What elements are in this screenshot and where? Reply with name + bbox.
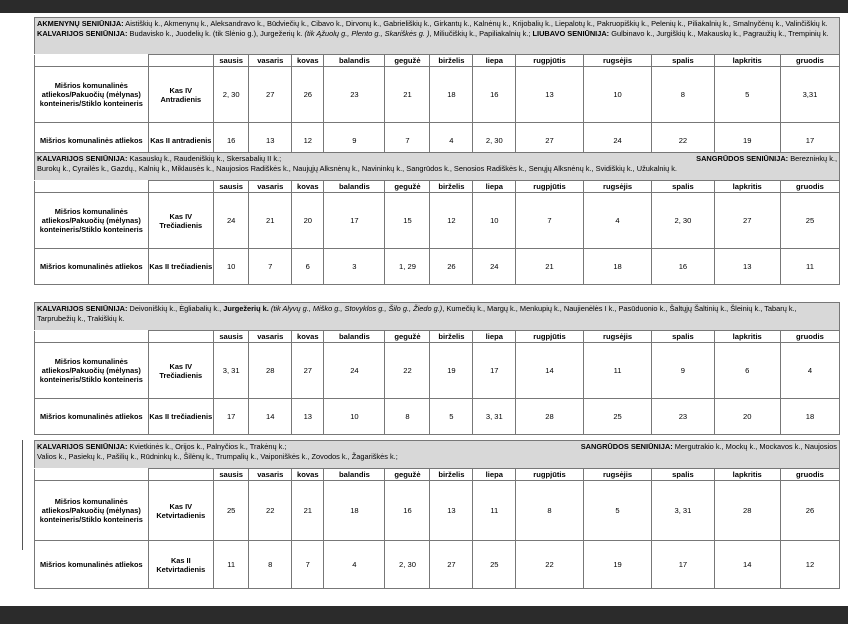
month-header-row	[35, 331, 840, 343]
collection-date: 24	[213, 193, 248, 249]
collection-frequency: Kas II Ketvirtadienis	[148, 541, 213, 589]
waste-type: Mišrios komunalinės atliekos	[35, 541, 149, 589]
collection-date: 17	[652, 541, 714, 589]
margin-line	[22, 440, 23, 550]
collection-date: 28	[249, 343, 292, 399]
collection-date: 3,31	[780, 67, 839, 123]
collection-date: 18	[583, 249, 652, 285]
collection-date: 11	[473, 481, 516, 541]
month-header: vasaris	[249, 469, 292, 481]
collection-date: 10	[324, 399, 385, 435]
collection-date: 16	[652, 249, 714, 285]
village-list: Deivoniškių k., Ėgliabalių k.,	[127, 304, 224, 313]
collection-date: 20	[714, 399, 780, 435]
region-name: KALVARIJOS SENIŪNIJA:	[37, 442, 128, 451]
month-header: gegužė	[385, 181, 430, 193]
month-header-row	[35, 469, 840, 481]
table-row	[35, 481, 840, 541]
collection-date: 8	[249, 541, 292, 589]
table-row	[35, 193, 840, 249]
empty-header-cell	[35, 55, 149, 67]
empty-header-cell	[35, 469, 149, 481]
block-header	[34, 440, 840, 468]
month-header: birželis	[430, 181, 473, 193]
collection-date: 8	[385, 399, 430, 435]
month-header: gegužė	[385, 331, 430, 343]
collection-date: 14	[714, 541, 780, 589]
month-header: rugpjūtis	[516, 331, 584, 343]
collection-date: 25	[473, 541, 516, 589]
schedule-table	[34, 468, 840, 589]
month-header: balandis	[324, 331, 385, 343]
waste-type: Mišrios komunalinės atliekos	[35, 123, 149, 159]
collection-date: 21	[385, 67, 430, 123]
collection-date: 13	[249, 123, 292, 159]
collection-date: 3, 31	[473, 399, 516, 435]
collection-date: 19	[430, 343, 473, 399]
schedule-block	[34, 302, 840, 435]
region-name: SANGRŪDOS SENIŪNIJA:	[580, 442, 673, 451]
block-header	[34, 152, 840, 180]
collection-date: 23	[324, 67, 385, 123]
collection-date: 2, 30	[213, 67, 248, 123]
collection-date: 27	[516, 123, 584, 159]
schedule-table	[34, 180, 840, 285]
collection-date: 26	[780, 481, 839, 541]
collection-date: 2, 30	[473, 123, 516, 159]
collection-date: 14	[249, 399, 292, 435]
month-header: birželis	[430, 55, 473, 67]
block-header	[34, 17, 840, 54]
month-header: gruodis	[780, 55, 839, 67]
collection-date: 13	[292, 399, 324, 435]
collection-date: 18	[324, 481, 385, 541]
waste-type: Mišrios komunalinės atliekos/Pakuočių (mėlynas) konteineris/Stiklo konteineris	[35, 67, 149, 123]
waste-type: Mišrios komunalinės atliekos/Pakuočių (mėlynas) konteineris/Stiklo konteineris	[35, 343, 149, 399]
month-header: spalis	[652, 469, 714, 481]
month-header: gegužė	[385, 469, 430, 481]
collection-date: 25	[583, 399, 652, 435]
table-row	[35, 343, 840, 399]
month-header-row	[35, 181, 840, 193]
table-row	[35, 249, 840, 285]
collection-date: 28	[714, 481, 780, 541]
collection-date: 4	[324, 541, 385, 589]
region-name: KALVARIJOS SENIŪNIJA:	[37, 154, 128, 163]
header-line-2: Burokų k., Cyrailės k., Gazdų., Kalnių k., Miklausės k., Naujosios Radiškės k., Naujųjų Alksnėnų k., Navininkų k., Sangrūdos k., Senosios Radiškės k., Senųjų Alksnėnų k., Svidiškių k., Užukalnių k.	[37, 164, 677, 173]
collection-date: 2, 30	[385, 541, 430, 589]
collection-date: 7	[516, 193, 584, 249]
village-list: Kasauskų k., Raudeniškių k., Skersabalių II k.;	[127, 154, 282, 163]
month-header: gruodis	[780, 469, 839, 481]
collection-frequency: Kas IV Trečiadienis	[148, 193, 213, 249]
collection-date: 9	[324, 123, 385, 159]
month-header: liepa	[473, 331, 516, 343]
collection-date: 3, 31	[213, 343, 248, 399]
collection-date: 10	[213, 249, 248, 285]
collection-date: 11	[213, 541, 248, 589]
collection-date: 19	[583, 541, 652, 589]
waste-type: Mišrios komunalinės atliekos/Pakuočių (mėlynas) konteineris/Stiklo konteineris	[35, 193, 149, 249]
schedule-block	[34, 152, 840, 285]
collection-date: 10	[473, 193, 516, 249]
empty-header-cell	[35, 181, 149, 193]
collection-date: 17	[213, 399, 248, 435]
month-header: rugsėjis	[583, 469, 652, 481]
collection-frequency: Kas II trečiadienis	[148, 249, 213, 285]
month-header: rugsėjis	[583, 181, 652, 193]
collection-date: 5	[430, 399, 473, 435]
village-list: Bereznінkų k.,	[788, 154, 837, 163]
region-name: LIUBAVO SENIŪNIJA:	[532, 29, 610, 38]
header-right	[581, 442, 837, 452]
empty-header-cell	[35, 331, 149, 343]
village-list: (tik Ąžuolų g., Plento g., Skariškės g. )	[304, 29, 430, 38]
region-name: KALVARIJOS SENIŪNIJA:	[37, 304, 128, 313]
month-header: birželis	[430, 331, 473, 343]
collection-date: 4	[780, 343, 839, 399]
village-list: Mergutrakio k., Mockų k., Mockavos k., Naujosios	[672, 442, 837, 451]
collection-date: 21	[516, 249, 584, 285]
collection-date: 13	[516, 67, 584, 123]
table-row	[35, 67, 840, 123]
month-header: lapkritis	[714, 469, 780, 481]
bottom-bar	[0, 606, 848, 624]
header-line-2: Valios k., Pasiekų k., Pašilių k., Rūdninkų k., Šilėnų k., Trumpalių k., Vaiponiškės k., Zovodos k., Žagariškės k.;	[37, 452, 398, 461]
collection-date: 13	[714, 249, 780, 285]
region-name: Jurgežerių k.	[223, 304, 269, 313]
empty-header-cell	[148, 331, 213, 343]
month-header: balandis	[324, 181, 385, 193]
collection-date: 5	[714, 67, 780, 123]
month-header: balandis	[324, 55, 385, 67]
schedule-table	[34, 54, 840, 159]
collection-date: 25	[780, 193, 839, 249]
collection-frequency: Kas IV Trečiadienis	[148, 343, 213, 399]
collection-date: 19	[714, 123, 780, 159]
collection-date: 3	[324, 249, 385, 285]
waste-type: Mišrios komunalinės atliekos/Pakuočių (mėlynas) konteineris/Stiklo konteineris	[35, 481, 149, 541]
month-header: lapkritis	[714, 331, 780, 343]
collection-date: 12	[292, 123, 324, 159]
collection-date: 27	[714, 193, 780, 249]
village-list: Gulbinavo k., Jurgiškių k., Makauskų k., Pagraužių k., Trempinių k.	[609, 29, 829, 38]
empty-header-cell	[148, 469, 213, 481]
header-left	[37, 442, 286, 452]
region-name: KALVARIJOS SENIŪNIJA:	[37, 29, 128, 38]
village-list: (tik Alyvų g., Miško g., Stovyklos g., Šilo g., Žiedo g.)	[270, 304, 443, 313]
collection-date: 3, 31	[652, 481, 714, 541]
waste-type: Mišrios komunalinės atliekos	[35, 399, 149, 435]
month-header: vasaris	[249, 55, 292, 67]
month-header: rugpjūtis	[516, 181, 584, 193]
collection-date: 21	[292, 481, 324, 541]
month-header: vasaris	[249, 181, 292, 193]
collection-date: 12	[780, 541, 839, 589]
month-header: rugpjūtis	[516, 469, 584, 481]
collection-frequency: Kas II antradienis	[148, 123, 213, 159]
village-list: Budavisko k., Juodelių k. (tik Slėnio g.), Jurgežerių k.	[127, 29, 305, 38]
month-header: vasaris	[249, 331, 292, 343]
collection-date: 4	[583, 193, 652, 249]
collection-date: 26	[292, 67, 324, 123]
month-header: rugsėjis	[583, 331, 652, 343]
collection-date: 8	[516, 481, 584, 541]
month-header-row	[35, 55, 840, 67]
top-bar	[0, 0, 848, 13]
empty-header-cell	[148, 181, 213, 193]
collection-date: 17	[473, 343, 516, 399]
month-header: gegužė	[385, 55, 430, 67]
collection-date: 16	[385, 481, 430, 541]
collection-date: 7	[292, 541, 324, 589]
collection-date: 16	[213, 123, 248, 159]
month-header: lapkritis	[714, 181, 780, 193]
collection-frequency: Kas IV Ketvirtadienis	[148, 481, 213, 541]
collection-date: 13	[430, 481, 473, 541]
collection-frequency: Kas II trečiadienis	[148, 399, 213, 435]
month-header: spalis	[652, 181, 714, 193]
collection-date: 27	[292, 343, 324, 399]
collection-date: 11	[583, 343, 652, 399]
collection-date: 9	[652, 343, 714, 399]
table-row	[35, 541, 840, 589]
header-right	[696, 154, 837, 164]
block-header	[34, 302, 840, 330]
collection-date: 21	[249, 193, 292, 249]
month-header: birželis	[430, 469, 473, 481]
month-header: sausis	[213, 331, 248, 343]
month-header: sausis	[213, 469, 248, 481]
collection-date: 22	[652, 123, 714, 159]
collection-date: 24	[324, 343, 385, 399]
month-header: sausis	[213, 181, 248, 193]
month-header: liepa	[473, 181, 516, 193]
waste-type: Mišrios komunalinės atliekos	[35, 249, 149, 285]
month-header: kovas	[292, 469, 324, 481]
village-list: Kvietkinės k., Orijos k., Palnyčios k., Trakėnų k.;	[127, 442, 287, 451]
collection-date: 16	[473, 67, 516, 123]
collection-date: 27	[249, 67, 292, 123]
collection-date: 15	[385, 193, 430, 249]
collection-date: 22	[385, 343, 430, 399]
collection-date: 14	[516, 343, 584, 399]
collection-date: 27	[430, 541, 473, 589]
collection-date: 7	[249, 249, 292, 285]
month-header: sausis	[213, 55, 248, 67]
schedule-table	[34, 330, 840, 435]
collection-date: 7	[385, 123, 430, 159]
collection-date: 12	[430, 193, 473, 249]
collection-date: 10	[583, 67, 652, 123]
collection-date: 17	[324, 193, 385, 249]
collection-date: 4	[430, 123, 473, 159]
month-header: liepa	[473, 469, 516, 481]
region-name: SANGRŪDOS SENIŪNIJA:	[696, 154, 789, 163]
village-list: Aistiškių k., Akmenynų k., Aleksandravo k., Būdviečių k., Cibavo k., Dirvonų k., Gabrieliškių k., Girkantų k., Kalnėnų k., Krijobalių k., Liepalotų k., Pakruopiškių k., Pelenių k., Piliakalnių k., Smalnyčėnų k., Valinčiškių k.	[123, 19, 828, 28]
collection-date: 11	[780, 249, 839, 285]
collection-date: 2, 30	[652, 193, 714, 249]
month-header: gruodis	[780, 181, 839, 193]
schedule-block	[34, 17, 840, 159]
collection-date: 26	[430, 249, 473, 285]
month-header: balandis	[324, 469, 385, 481]
collection-date: 17	[780, 123, 839, 159]
month-header: liepa	[473, 55, 516, 67]
collection-date: 22	[249, 481, 292, 541]
month-header: rugsėjis	[583, 55, 652, 67]
table-row	[35, 399, 840, 435]
collection-date: 18	[780, 399, 839, 435]
month-header: kovas	[292, 181, 324, 193]
empty-header-cell	[148, 55, 213, 67]
collection-date: 25	[213, 481, 248, 541]
collection-date: 23	[652, 399, 714, 435]
collection-date: 24	[583, 123, 652, 159]
month-header: rugpjūtis	[516, 55, 584, 67]
collection-date: 28	[516, 399, 584, 435]
month-header: spalis	[652, 55, 714, 67]
village-list: , Kumečių k., Margų k., Menkupių k., Naujienėlės I k., Pasūduonio k., Šaltųjų Šaltinių k., Šleinių k., Tabarų k., Tarprubežių k., Trakiškių k.	[37, 304, 797, 323]
collection-date: 18	[430, 67, 473, 123]
collection-date: 6	[292, 249, 324, 285]
collection-date: 5	[583, 481, 652, 541]
month-header: gruodis	[780, 331, 839, 343]
schedule-block	[34, 440, 840, 589]
month-header: lapkritis	[714, 55, 780, 67]
collection-date: 20	[292, 193, 324, 249]
month-header: spalis	[652, 331, 714, 343]
collection-date: 1, 29	[385, 249, 430, 285]
month-header: kovas	[292, 55, 324, 67]
header-left	[37, 154, 281, 164]
collection-frequency: Kas IV Antradienis	[148, 67, 213, 123]
collection-date: 8	[652, 67, 714, 123]
collection-date: 6	[714, 343, 780, 399]
collection-date: 22	[516, 541, 584, 589]
region-name: AKMENYNŲ SENIŪNIJA:	[37, 19, 124, 28]
collection-date: 24	[473, 249, 516, 285]
month-header: kovas	[292, 331, 324, 343]
village-list: , Miliučiškių k., Papiliakalnių k.;	[429, 29, 533, 38]
